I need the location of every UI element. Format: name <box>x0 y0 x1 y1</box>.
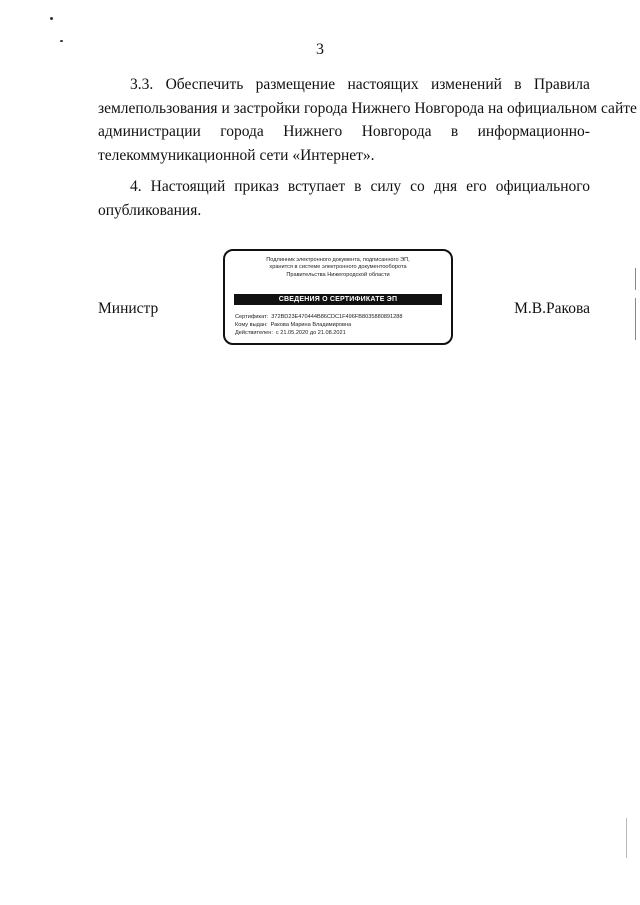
scan-speck <box>50 17 53 20</box>
word: со <box>410 178 425 195</box>
stamp-header-line: хранится в системе электронного документооборота <box>269 264 407 271</box>
word: Настоящий <box>150 178 226 195</box>
e-signature-stamp <box>223 249 453 345</box>
word: 3.3. <box>130 76 154 93</box>
word: приказ <box>234 178 279 195</box>
stamp-details <box>235 313 445 337</box>
word: вступает <box>287 178 346 195</box>
word: города <box>220 123 264 140</box>
word: в <box>514 76 522 93</box>
stamp-header-line: Подлинник электронного документа, подписанного ЭП, <box>266 257 410 263</box>
paragraph-line: землепользования и застройки города Нижнего Новгорода на официальном сайте <box>98 99 637 117</box>
page-number: 3 <box>316 41 324 58</box>
word: силу <box>370 178 402 195</box>
validity-value: с 21.05.2020 до 21.08.2021 <box>275 330 346 336</box>
scan-edge-mark <box>626 818 627 858</box>
word: размещение <box>255 76 336 93</box>
issued-to-label: Кому выдан: <box>235 322 268 328</box>
scan-edge-mark <box>635 298 636 340</box>
word: Правила <box>533 76 590 93</box>
stamp-header <box>225 257 451 279</box>
signatory-name: М.В.Ракова <box>514 300 590 317</box>
paragraph-3-3 <box>98 73 637 167</box>
word: его <box>466 178 487 195</box>
certificate-serial: 372BD23E470444B86CDC1F496FB8035880891288 <box>271 314 403 320</box>
paragraph-line <box>98 175 590 199</box>
word: Нижнего <box>283 123 343 140</box>
word: информационно- <box>477 123 590 140</box>
word: Новгорода <box>361 123 432 140</box>
paragraph-line <box>98 120 590 144</box>
paragraph-line <box>98 73 590 97</box>
issued-to-value: Ракова Марина Владимировна <box>270 322 352 328</box>
signatory-position: Министр <box>98 300 159 317</box>
word: дня <box>433 178 458 195</box>
scan-edge-mark <box>635 268 636 290</box>
word: изменений <box>430 76 502 93</box>
certificate-label: Сертификат: <box>235 314 269 320</box>
paragraph-line: опубликования. <box>98 201 202 219</box>
word: в <box>450 123 459 140</box>
validity-row <box>235 329 445 337</box>
word: Обеспечить <box>165 76 244 93</box>
stamp-title: СВЕДЕНИЯ О СЕРТИФИКАТЕ ЭП <box>234 294 442 305</box>
validity-label: Действителен: <box>235 330 273 336</box>
certificate-row <box>235 313 445 321</box>
paragraph-line: телекоммуникационной сети «Интернет». <box>98 146 375 164</box>
word: администрации <box>98 123 201 140</box>
word: официального <box>495 178 590 195</box>
paragraph-4 <box>98 175 590 222</box>
word: в <box>354 178 362 195</box>
word: 4. <box>130 178 142 195</box>
word: настоящих <box>347 76 419 93</box>
stamp-header-line: Правительства Нижегородской области <box>286 271 390 278</box>
issued-to-row <box>235 321 445 329</box>
